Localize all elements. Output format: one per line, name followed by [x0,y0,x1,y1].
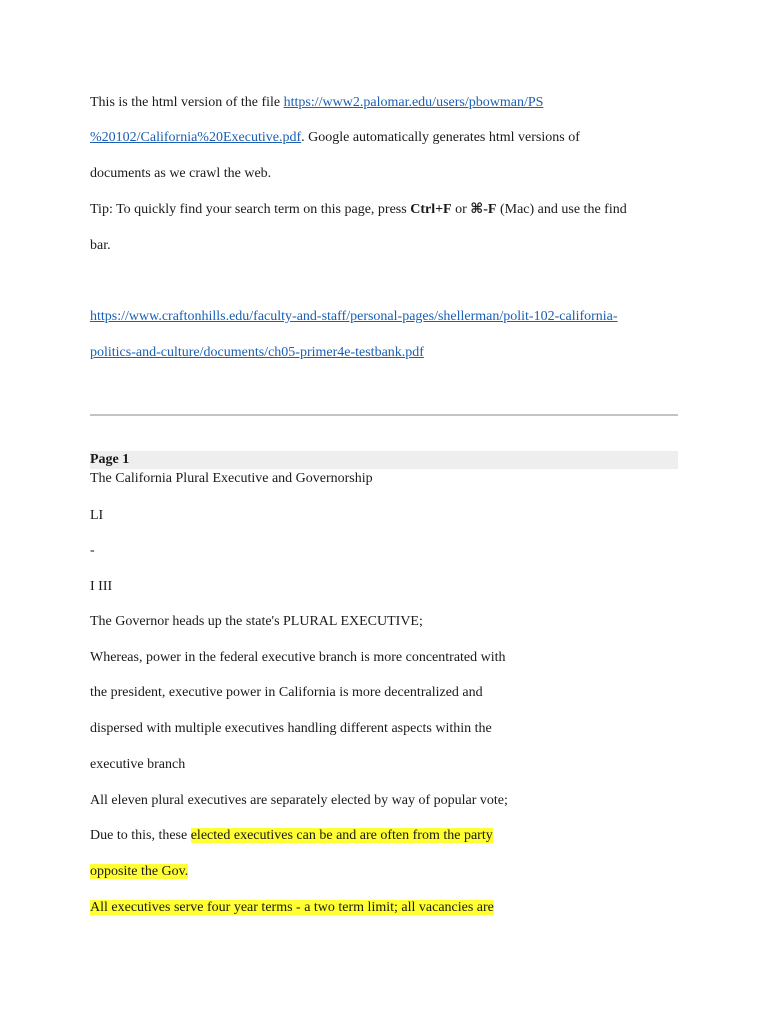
text-line-i-iii: I III [90,579,113,594]
file-link-part-1[interactable]: https://www2.palomar.edu/users/pbowman/PS [283,95,544,110]
file-link-part-2[interactable]: %20102/California%20Executive.pdf [90,130,302,145]
highlighted-text-3: All executives serve four year terms - a two term limit; all vacancies are [90,900,494,915]
paragraph-federal-line-4: executive branch [90,757,186,772]
source-link-part-1[interactable]: https://www.craftonhills.edu/faculty-and-staff/personal-pages/shellerman/polit-102-california- [90,309,618,324]
cmd-f-key: ⌘-F [470,202,497,217]
ctrl-f-key: Ctrl+F [410,202,452,217]
intro-line-3: documents as we crawl the web. [90,166,272,181]
paragraph-plural-executive: The Governor heads up the state's PLURAL EXECUTIVE; [90,614,423,629]
highlighted-text: elected executives can be and are often from the party [190,828,493,843]
paragraph-terms-line-1 [90,899,494,917]
source-link-line-1 [90,308,618,326]
paragraph-federal-line-3: dispersed with multiple executives handling different aspects within the [90,721,492,736]
paragraph-popular-vote: All eleven plural executives are separately elected by way of popular vote; [90,793,508,808]
paragraph-federal-line-1: Whereas, power in the federal executive branch is more concentrated with [90,650,506,665]
tip-line-2: bar. [90,238,111,253]
paragraph-party-line-1 [90,827,493,845]
intro-line-1 [90,94,543,112]
paragraph-federal-line-2: the president, executive power in California is more decentralized and [90,685,483,700]
document-title: The California Plural Executive and Governorship [90,471,373,486]
source-link-line-2 [90,344,424,362]
page-label: Page 1 [90,451,678,469]
intro-text-2: . Google automatically generates html versions of [301,130,580,145]
tip-prefix: Tip: To quickly find your search term on this page, press [90,202,411,217]
tip-line-1 [90,201,627,219]
paragraph-party-prefix: Due to this, these [90,828,191,843]
highlighted-text-2: opposite the Gov. [90,864,189,879]
text-line-li: LI [90,508,104,523]
intro-line-2 [90,129,580,147]
tip-middle: or [451,202,471,217]
horizontal-divider [90,414,678,416]
tip-suffix: (Mac) and use the find [496,202,627,217]
text-line-dash: - [90,543,95,558]
intro-text: This is the html version of the file [90,95,284,110]
paragraph-party-line-2 [90,863,188,881]
source-link-part-2[interactable]: politics-and-culture/documents/ch05-primer4e-testbank.pdf [90,345,424,360]
